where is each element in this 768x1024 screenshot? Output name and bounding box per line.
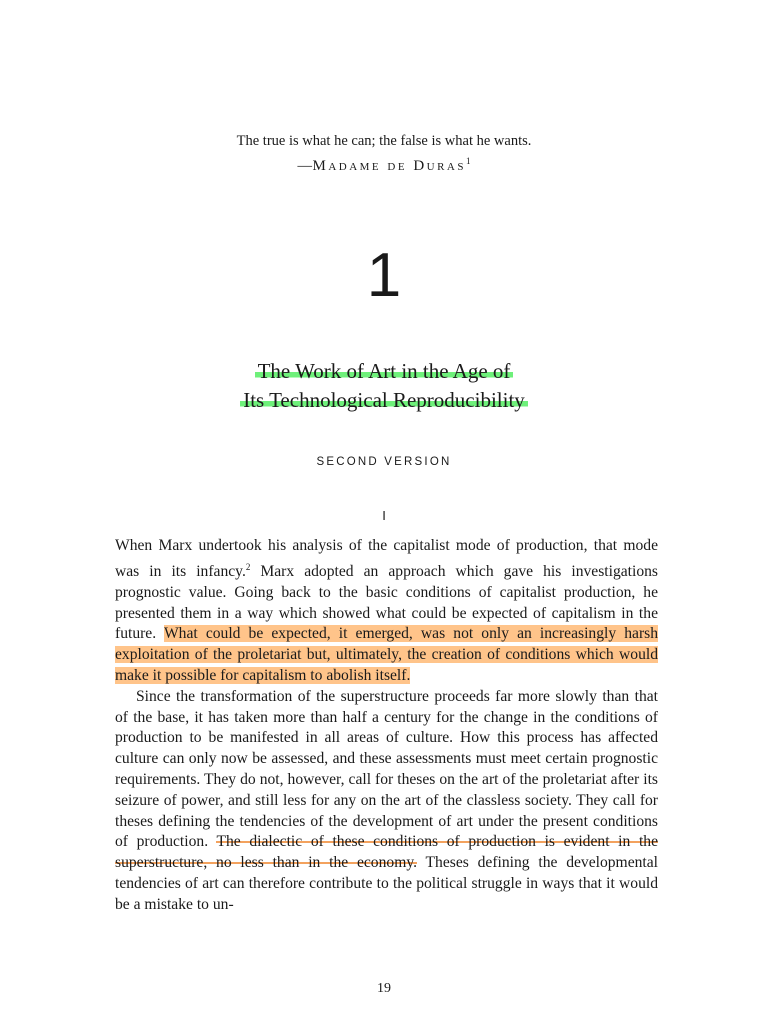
epigraph-attribution-line: [0, 151, 768, 176]
epigraph-footnote-marker: 1: [466, 156, 471, 166]
epigraph-dash: —: [297, 158, 313, 174]
chapter-title: [0, 357, 768, 415]
section-number: I: [382, 508, 386, 523]
chapter-subtitle: SECOND VERSION: [316, 456, 452, 468]
paragraph-1: [115, 536, 658, 687]
page-number: 19: [377, 981, 391, 996]
paragraph-2-text-a: Since the transformation of the superstructure proceeds far more slowly than that of the base, it has taken more than half a century for the change in the conditions of production to be manifested in all areas of culture. How this process has affected culture can only now be assessed, and these assessments must meet certain prognostic requirements. They do not, however, call for theses on the art of the proletariat after its seizure of power, and still less for any on the art of the classless society. They call for theses defining the tendencies of the development of art under the present conditions of production.: [115, 687, 658, 851]
paragraph-1-footnote-marker: 2: [245, 561, 251, 572]
epigraph-quote: The true is what he can; the false is what he wants.: [236, 133, 532, 149]
chapter-title-line-2: Its Technological Reproducibility: [240, 388, 528, 412]
epigraph-attribution: Madame de Duras: [312, 158, 466, 174]
paragraph-1-highlight: What could be expected, it emerged, was not only an increasingly harsh exploitation of the proletariat but, ultimately, the creation of conditions which would make it possible for capitalism to abolish itself.: [115, 625, 659, 684]
epigraph: [0, 131, 768, 176]
chapter-number: 1: [366, 241, 402, 310]
chapter-title-line-1: The Work of Art in the Age of: [255, 359, 514, 383]
body-text: [115, 536, 658, 916]
paragraph-2-strikethrough: The dialectic of these conditions of production is evident in the superstructure, no less than in the economy.: [115, 833, 658, 872]
paragraph-2-text-b: Theses defining the developmental tendencies of art can therefore contribute to the political struggle in ways that it would be a mistake to un-: [115, 854, 658, 913]
paragraph-1-text-a: When Marx undertook his analysis of the capitalist mode of production, that mode was in its infancy.: [115, 537, 658, 580]
paragraph-1-text-b: Marx adopted an approach which gave his investigations prognostic value. Going back to the basic conditions of capitalist production, he presented them in a way which showed what could be expected of capitalism in the future.: [115, 562, 658, 643]
paragraph-2: [115, 687, 658, 916]
